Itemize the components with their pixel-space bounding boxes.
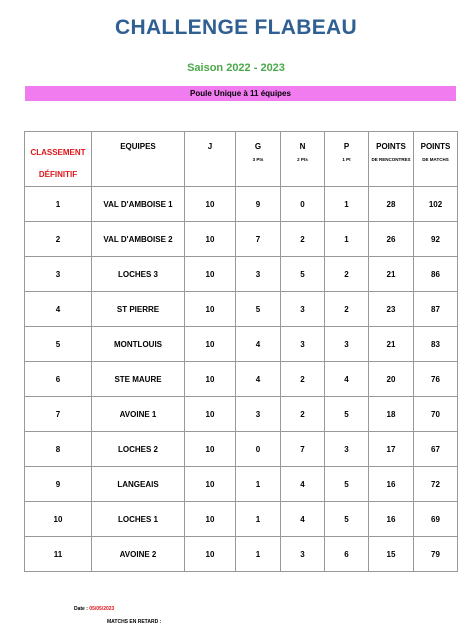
table-row xyxy=(25,397,458,432)
cell-team: AVOINE 2 xyxy=(92,537,185,572)
cell-g: 4 xyxy=(236,362,281,397)
cell-pts-rencontres: 16 xyxy=(369,502,414,537)
cell-p: 2 xyxy=(325,257,369,292)
cell-rank: 5 xyxy=(25,327,92,362)
cell-n: 2 xyxy=(281,222,325,257)
cell-team: ST PIERRE xyxy=(92,292,185,327)
cell-team: LOCHES 2 xyxy=(92,432,185,467)
table-header-row xyxy=(25,132,458,187)
header-definitif-label: DÉFINITIF xyxy=(38,170,78,179)
cell-j: 10 xyxy=(185,502,236,537)
cell-team: VAL D'AMBOISE 2 xyxy=(92,222,185,257)
table-row xyxy=(25,537,458,572)
cell-j: 10 xyxy=(185,222,236,257)
cell-rank: 4 xyxy=(25,292,92,327)
cell-n: 0 xyxy=(281,187,325,222)
footer-matchs-en-retard: MATCHS EN RETARD : xyxy=(107,619,162,625)
cell-j: 10 xyxy=(185,537,236,572)
header-n-sub: 2 Pts xyxy=(297,157,308,162)
cell-pts-rencontres: 20 xyxy=(369,362,414,397)
table-row xyxy=(25,327,458,362)
cell-n: 2 xyxy=(281,397,325,432)
header-n-label: N xyxy=(299,142,306,151)
header-classement-label: CLASSEMENT xyxy=(30,148,86,157)
header-n xyxy=(281,132,325,187)
cell-g: 0 xyxy=(236,432,281,467)
cell-g: 1 xyxy=(236,502,281,537)
cell-p: 5 xyxy=(325,502,369,537)
cell-rank: 11 xyxy=(25,537,92,572)
cell-team: LOCHES 1 xyxy=(92,502,185,537)
poule-banner: Poule Unique à 11 équipes xyxy=(25,86,456,101)
cell-p: 1 xyxy=(325,222,369,257)
cell-team: STE MAURE xyxy=(92,362,185,397)
cell-j: 10 xyxy=(185,467,236,502)
cell-j: 10 xyxy=(185,292,236,327)
header-points-matchs-sub: DE MATCHS xyxy=(422,157,449,162)
cell-pts-rencontres: 21 xyxy=(369,257,414,292)
cell-p: 5 xyxy=(325,397,369,432)
cell-pts-rencontres: 18 xyxy=(369,397,414,432)
cell-j: 10 xyxy=(185,187,236,222)
header-p xyxy=(325,132,369,187)
table-row xyxy=(25,292,458,327)
header-p-label: P xyxy=(343,142,350,151)
cell-p: 6 xyxy=(325,537,369,572)
cell-g: 3 xyxy=(236,257,281,292)
cell-p: 4 xyxy=(325,362,369,397)
cell-j: 10 xyxy=(185,257,236,292)
cell-pts-matchs: 79 xyxy=(414,537,458,572)
cell-p: 5 xyxy=(325,467,369,502)
cell-n: 4 xyxy=(281,467,325,502)
table-row xyxy=(25,467,458,502)
header-g xyxy=(236,132,281,187)
cell-g: 1 xyxy=(236,537,281,572)
cell-team: MONTLOUIS xyxy=(92,327,185,362)
cell-team: LANGEAIS xyxy=(92,467,185,502)
cell-n: 3 xyxy=(281,537,325,572)
date-label: Date : xyxy=(74,606,88,612)
cell-n: 4 xyxy=(281,502,325,537)
cell-pts-matchs: 67 xyxy=(414,432,458,467)
header-j: J xyxy=(185,132,236,187)
cell-g: 3 xyxy=(236,397,281,432)
cell-pts-rencontres: 26 xyxy=(369,222,414,257)
header-points-label: POINTS xyxy=(376,142,406,151)
cell-rank: 2 xyxy=(25,222,92,257)
cell-pts-matchs: 87 xyxy=(414,292,458,327)
cell-n: 2 xyxy=(281,362,325,397)
cell-pts-rencontres: 16 xyxy=(369,467,414,502)
table-row xyxy=(25,257,458,292)
cell-rank: 10 xyxy=(25,502,92,537)
cell-j: 10 xyxy=(185,397,236,432)
cell-pts-matchs: 102 xyxy=(414,187,458,222)
season-subtitle: Saison 2022 - 2023 xyxy=(187,62,285,74)
cell-n: 3 xyxy=(281,327,325,362)
cell-g: 4 xyxy=(236,327,281,362)
date-value: 05/05/2023 xyxy=(89,606,115,612)
cell-p: 3 xyxy=(325,432,369,467)
header-g-sub: 3 Pts xyxy=(252,157,264,162)
cell-rank: 1 xyxy=(25,187,92,222)
cell-pts-matchs: 70 xyxy=(414,397,458,432)
cell-rank: 3 xyxy=(25,257,92,292)
cell-n: 5 xyxy=(281,257,325,292)
header-points-rencontres xyxy=(369,132,414,187)
cell-pts-rencontres: 21 xyxy=(369,327,414,362)
header-classement xyxy=(25,132,92,187)
cell-rank: 6 xyxy=(25,362,92,397)
header-points-matchs xyxy=(414,132,458,187)
cell-rank: 8 xyxy=(25,432,92,467)
cell-rank: 9 xyxy=(25,467,92,502)
cell-j: 10 xyxy=(185,432,236,467)
cell-g: 5 xyxy=(236,292,281,327)
header-p-sub: 1 Pt xyxy=(342,157,351,162)
cell-pts-matchs: 72 xyxy=(414,467,458,502)
cell-j: 10 xyxy=(185,362,236,397)
cell-n: 7 xyxy=(281,432,325,467)
cell-pts-rencontres: 15 xyxy=(369,537,414,572)
table-row xyxy=(25,187,458,222)
cell-pts-matchs: 83 xyxy=(414,327,458,362)
table-row xyxy=(25,502,458,537)
cell-j: 10 xyxy=(185,327,236,362)
cell-team: AVOINE 1 xyxy=(92,397,185,432)
cell-g: 1 xyxy=(236,467,281,502)
page-title: CHALLENGE FLABEAU xyxy=(115,16,357,39)
cell-n: 3 xyxy=(281,292,325,327)
header-points2-label: POINTS xyxy=(420,142,451,151)
cell-g: 9 xyxy=(236,187,281,222)
cell-rank: 7 xyxy=(25,397,92,432)
cell-pts-rencontres: 17 xyxy=(369,432,414,467)
cell-g: 7 xyxy=(236,222,281,257)
cell-p: 3 xyxy=(325,327,369,362)
cell-pts-rencontres: 23 xyxy=(369,292,414,327)
cell-pts-matchs: 86 xyxy=(414,257,458,292)
cell-team: VAL D'AMBOISE 1 xyxy=(92,187,185,222)
cell-pts-matchs: 92 xyxy=(414,222,458,257)
standings-table xyxy=(24,131,458,572)
cell-p: 1 xyxy=(325,187,369,222)
footer-date xyxy=(74,606,114,612)
cell-team: LOCHES 3 xyxy=(92,257,185,292)
header-g-label: G xyxy=(254,142,262,151)
header-points-rencontres-sub: DE RENCONTRES xyxy=(371,157,411,162)
cell-pts-rencontres: 28 xyxy=(369,187,414,222)
header-equipes: EQUIPES xyxy=(92,132,185,187)
cell-pts-matchs: 69 xyxy=(414,502,458,537)
cell-pts-matchs: 76 xyxy=(414,362,458,397)
table-row xyxy=(25,222,458,257)
table-row xyxy=(25,432,458,467)
table-row xyxy=(25,362,458,397)
cell-p: 2 xyxy=(325,292,369,327)
